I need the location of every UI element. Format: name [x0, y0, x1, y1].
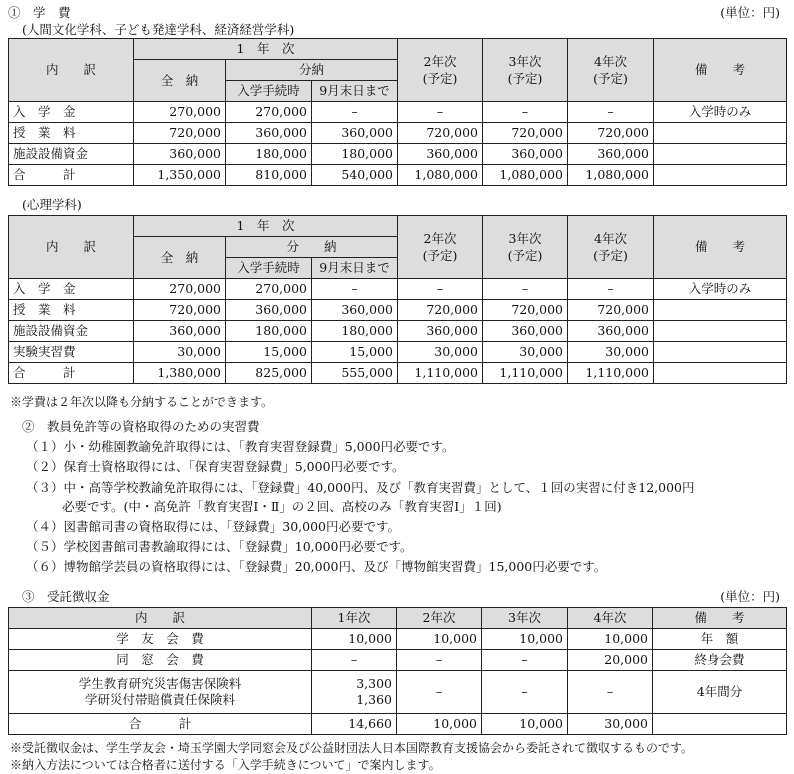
header-remarks: 備 考 — [654, 39, 787, 102]
table-row: 学 友 会 費 10,000 10,000 10,000 10,000 年 額 — [9, 629, 787, 650]
unit-label: (単位：円) — [720, 5, 780, 20]
header-item: 内 訳 — [9, 39, 134, 102]
section3-title: ③ 受託徴収金 — [22, 589, 110, 604]
table1-subtitle: (人間文化学科、子ども発達学科、経済経営学科) — [22, 22, 295, 37]
header-year3: 3年次 (予定) — [483, 216, 568, 279]
list-item: （５）学校図書館司書教諭取得には、「登録費」10,000円必要です。 — [26, 539, 413, 554]
fee-collection-table — [8, 607, 787, 735]
section1-title: ① 学 費 — [8, 5, 71, 20]
table-row: 施設設備資金 360,000 180,000 180,000 360,000 360,000 360,000 — [9, 144, 787, 165]
header-year1: 1 年 次 — [134, 39, 398, 60]
list-item: （２）保育士資格取得には、「保育実習登録費」5,000円必要です。 — [26, 459, 405, 474]
header-remarks: 備 考 — [653, 608, 787, 629]
list-item: 必要です。(中・高免許「教育実習Ⅰ・Ⅱ」の２回、高校のみ「教育実習Ⅰ」１回) — [62, 499, 502, 514]
footnote: ※納入方法については合格者に送付する「入学手続きについて」で案内します。 — [10, 758, 441, 772]
section2-title: ② 教員免許等の資格取得のための実習費 — [22, 419, 260, 434]
table-row: 同 窓 会 費 – – – 20,000 終身会費 — [9, 650, 787, 671]
list-item: （４）図書館司書の資格取得には、「登録費」30,000円必要です。 — [26, 519, 400, 534]
table-row: 施設設備資金 360,000 180,000 180,000 360,000 360,000 360,000 — [9, 321, 787, 342]
tuition-table-2 — [8, 215, 787, 384]
table-row-total: 合 計 1,380,000 825,000 555,000 1,110,000 1,110,000 1,110,000 — [9, 363, 787, 384]
header-sept: 9月末日まで — [312, 81, 398, 102]
header-full: 全 納 — [134, 60, 226, 102]
header-year4: 4年次 (予定) — [568, 39, 654, 102]
header-full: 全 納 — [134, 237, 226, 279]
header-remarks: 備 考 — [654, 216, 787, 279]
header-year1: 1 年 次 — [134, 216, 398, 237]
insurance-labels: 学生教育研究災害傷害保険料 学研災付帯賠償責任保険料 — [9, 671, 312, 714]
header-year2: 2年次 — [397, 608, 482, 629]
table-row: 入 学 金 270,000 270,000 – – – – 入学時のみ — [9, 279, 787, 300]
header-year2: 2年次 (予定) — [398, 39, 483, 102]
header-year3: 3年次 — [482, 608, 568, 629]
header-installment: 分納 — [226, 60, 398, 81]
unit-label: (単位：円) — [720, 589, 780, 604]
footnote: ※受託徴収金は、学生学友会・埼玉学園大学同窓会及び公益財団法人日本国際教育支援協会から委託されて徴収するものです。 — [10, 741, 694, 755]
tuition-table-1 — [8, 38, 787, 186]
table-row-total: 合 計 1,350,000 810,000 540,000 1,080,000 1,080,000 1,080,000 — [9, 165, 787, 186]
table-row-total: 合 計 14,660 10,000 10,000 30,000 — [9, 714, 787, 735]
header-item: 内 訳 — [9, 216, 134, 279]
header-year4: 4年次 — [568, 608, 653, 629]
header-year2: 2年次 (予定) — [398, 216, 483, 279]
table-row: 授 業 料 720,000 360,000 360,000 720,000 720,000 720,000 — [9, 300, 787, 321]
list-item: （１）小・幼稚園教諭免許取得には、「教育実習登録費」5,000円必要です。 — [26, 439, 455, 454]
table-row: 実験実習費 30,000 15,000 15,000 30,000 30,000 30,000 — [9, 342, 787, 363]
list-item: （３）中・高等学校教諭免許取得には、「登録費」40,000円、及び「教育実習費」として、１回の実習に付き12,000円 — [26, 480, 695, 495]
table-row: 入 学 金 270,000 270,000 – – – – 入学時のみ — [9, 102, 787, 123]
installment-note: ※学費は２年次以降も分納することができます。 — [10, 395, 274, 409]
table2-subtitle: (心理学科) — [22, 197, 82, 212]
header-installment: 分 納 — [226, 237, 398, 258]
table-row-insurance: 学生教育研究災害傷害保険料 学研災付帯賠償責任保険料 3,300 1,360 – – – 4年間分 — [9, 671, 787, 714]
list-item: （６）博物館学芸員の資格取得には、「登録費」20,000円、及び「博物館実習費」15,000円必要です。 — [26, 559, 607, 574]
header-enroll: 入学手続時 — [226, 81, 312, 102]
header-year3: 3年次 (予定) — [483, 39, 568, 102]
insurance-year1: 3,300 1,360 — [312, 671, 397, 714]
header-year4: 4年次 (予定) — [568, 216, 654, 279]
header-item: 内 訳 — [9, 608, 312, 629]
header-year1: 1年次 — [312, 608, 397, 629]
header-enroll: 入学手続時 — [226, 258, 312, 279]
header-sept: 9月末日まで — [312, 258, 398, 279]
table-row: 授 業 料 720,000 360,000 360,000 720,000 720,000 720,000 — [9, 123, 787, 144]
